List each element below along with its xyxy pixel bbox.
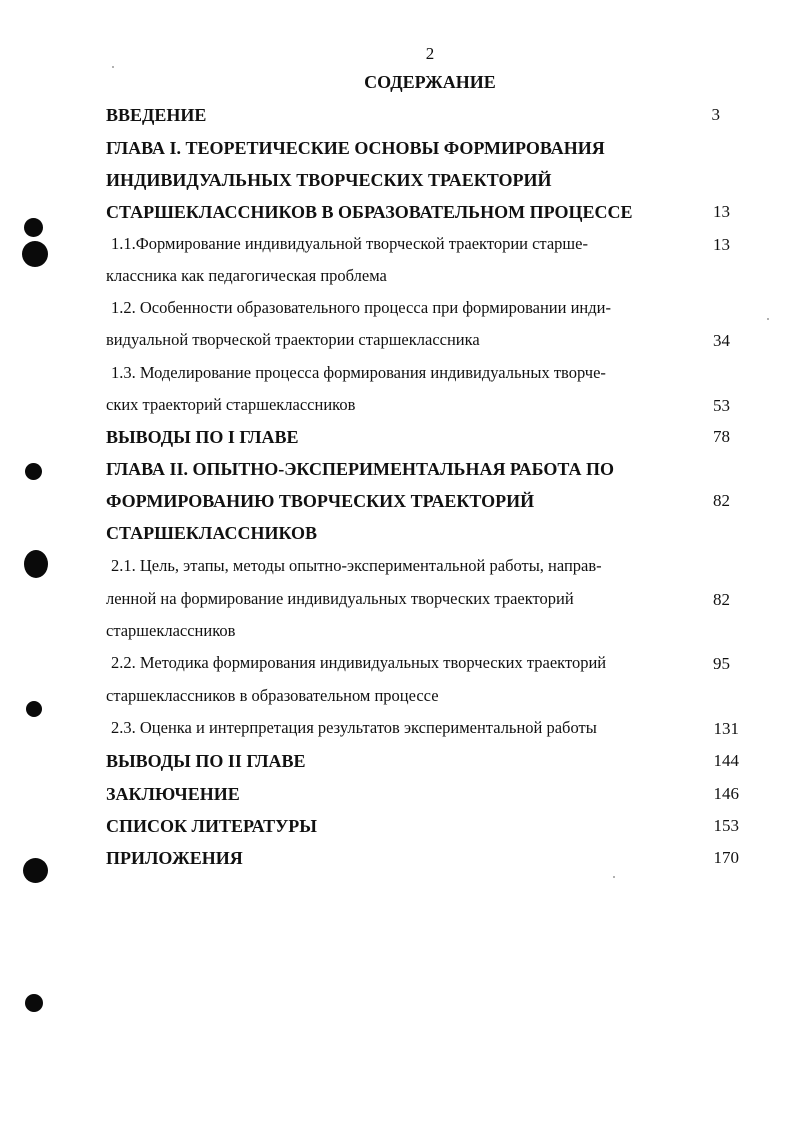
toc-entry-title-line: 1.2. Особенности образовательного процесса при формировании инди- [111,298,611,317]
toc-entry-title-line: классника как педагогическая проблема [106,266,387,285]
toc-page-number: 78 [713,427,730,446]
toc-entry-title-line: ленной на формирование индивидуальных творческих траекторий [106,589,574,608]
toc-entry-title-line: 1.3. Моделирование процесса формирования индивидуальных творче- [111,363,606,382]
page-title: СОДЕРЖАНИЕ [364,72,496,92]
toc-entry-title-line: ФОРМИРОВАНИЮ ТВОРЧЕСКИХ ТРАЕКТОРИЙ [106,491,535,511]
toc-entry-title-line: видуальной творческой траектории старшеклассника [106,330,480,349]
toc-page-number: 153 [713,816,739,835]
toc-page-number: 144 [713,751,739,770]
toc-page-number: 146 [713,784,739,803]
binder-hole [25,463,42,480]
toc-page-number: 95 [713,654,730,673]
toc-entry-title: ВВЕДЕНИЕ [106,105,207,125]
toc-page-number: 3 [711,105,720,124]
page-number: 2 [425,44,435,63]
scan-speck [767,318,769,320]
toc-entry-title-line: старшеклассников [106,621,236,640]
toc-entry-title-line: ИНДИВИДУАЛЬНЫХ ТВОРЧЕСКИХ ТРАЕКТОРИЙ [106,170,552,190]
toc-entry-title: ПРИЛОЖЕНИЯ [106,848,243,868]
toc-entry-title-line: СТАРШЕКЛАССНИКОВ В ОБРАЗОВАТЕЛЬНОМ ПРОЦЕССЕ [106,202,633,222]
toc-entry-title: 2.3. Оценка и интерпретация результатов экспериментальной работы [111,718,597,737]
scan-speck [613,876,615,878]
toc-entry-title-line: ГЛАВА I. ТЕОРЕТИЧЕСКИЕ ОСНОВЫ ФОРМИРОВАНИЯ [106,138,605,158]
toc-entry-title: ВЫВОДЫ ПО I ГЛАВЕ [106,427,299,447]
toc-page-number: 13 [713,202,730,221]
toc-entry-title: СПИСОК ЛИТЕРАТУРЫ [106,816,317,836]
binder-hole [23,858,48,883]
toc-entry-title: ВЫВОДЫ ПО II ГЛАВЕ [106,751,306,771]
binder-hole [24,550,48,578]
toc-entry-title-line: 1.1.Формирование индивидуальной творческой траектории старше- [111,234,588,253]
binder-hole [25,994,43,1012]
scan-speck [112,66,114,68]
toc-page-number: 131 [713,719,739,738]
toc-entry-title: ЗАКЛЮЧЕНИЕ [106,784,240,804]
toc-entry-title-line: ских траекторий старшеклассников [106,395,356,414]
binder-hole [24,218,43,237]
toc-page-number: 82 [713,590,730,609]
toc-page-number: 34 [713,331,730,350]
toc-page-number: 13 [713,235,730,254]
binder-hole [26,701,42,717]
toc-entry-title-line: старшеклассников в образовательном процессе [106,686,439,705]
toc-entry-title-line: ГЛАВА II. ОПЫТНО-ЭКСПЕРИМЕНТАЛЬНАЯ РАБОТА ПО [106,459,615,479]
toc-page-number: 82 [713,491,730,510]
toc-entry-title-line: СТАРШЕКЛАССНИКОВ [106,523,318,543]
toc-page-number: 53 [713,396,730,415]
binder-hole [22,241,48,267]
toc-entry-title-line: 2.1. Цель, этапы, методы опытно-экспериментальной работы, направ- [111,556,602,575]
toc-entry-title-line: 2.2. Методика формирования индивидуальных творческих траекторий [111,653,607,672]
toc-page-number: 170 [713,848,739,867]
